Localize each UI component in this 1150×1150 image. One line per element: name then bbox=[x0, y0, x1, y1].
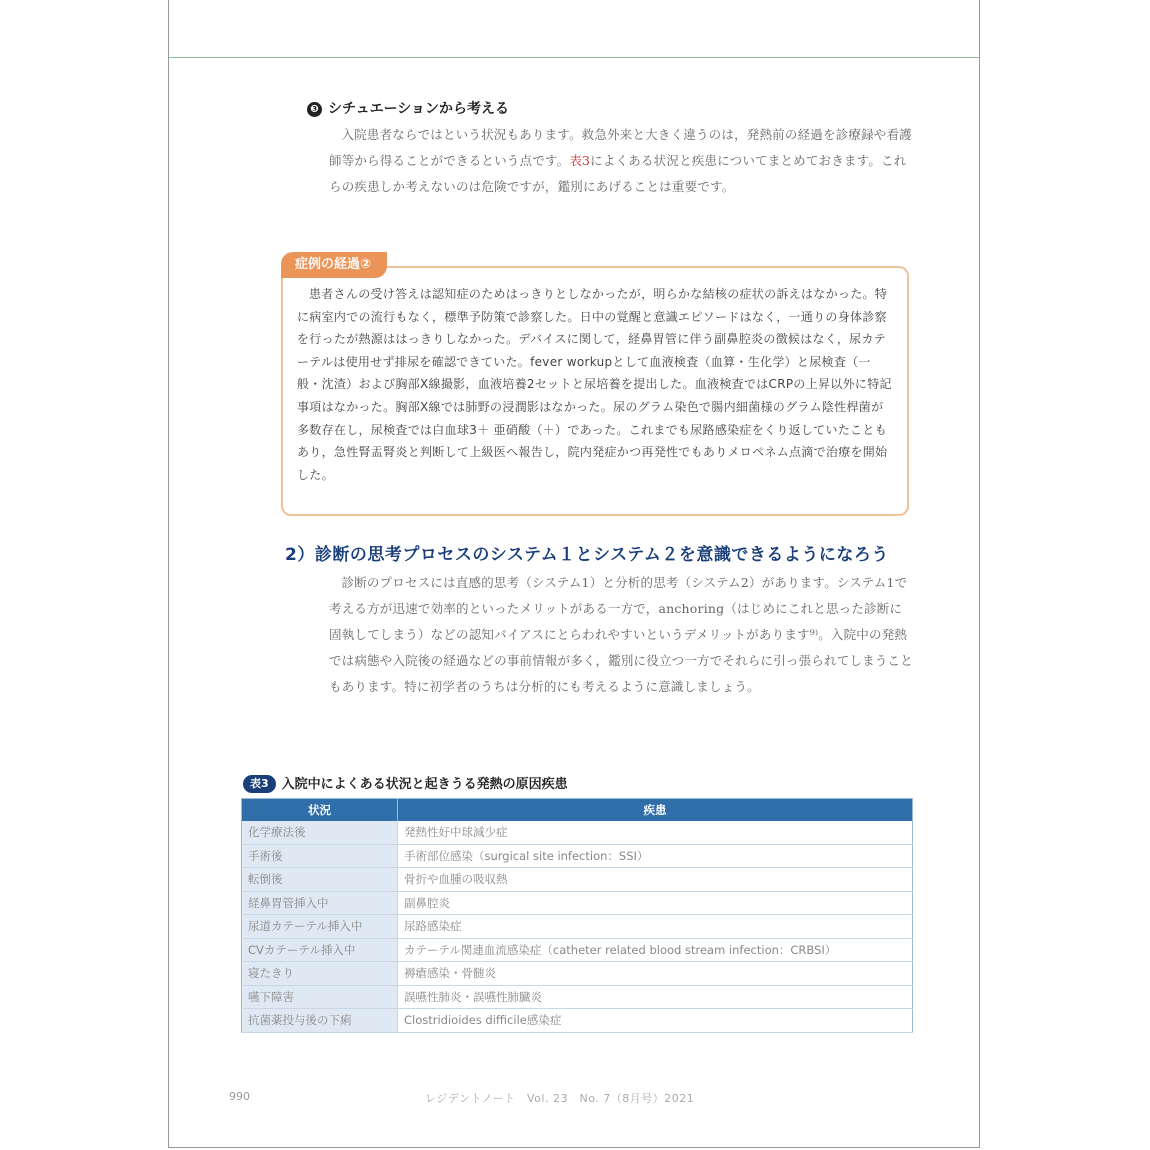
subsection-paragraph: 診断のプロセスには直感的思考（システム1）と分析的思考（システム2）があります。システム1で考える方が迅速で効率的といったメリットがある一方で，anchoring（はじめにこれと思った診断に固執してしまう）などの認知バイアスにとらわれやすいというデメリットがあります⁹⁾。入院中の発熱では病態や入院後の経過などの事前情報が多く，鑑別に役立つ一方でそれらに引っ張られてしまうこともあります。特に初学者のうちは分析的にも考えるように意識しましょう。 bbox=[329, 575, 913, 694]
table-row bbox=[242, 962, 913, 986]
table-row bbox=[242, 844, 913, 868]
case-label: 症例の経過② bbox=[281, 252, 387, 278]
disease-cell: 褥瘡感染・骨髄炎 bbox=[398, 962, 913, 986]
case-text: 患者さんの受け答えは認知症のためはっきりとしなかったが，明らかな結核の症状の訴えはなかった。特に病室内での流行もなく，標準予防策で診察した。日中の覚醒と意識エピソードはなく，一通りの身体診察を行ったが熱源ははっきりしなかった。デバイスに関して，経鼻胃管に伴う副鼻腔炎の徴候はなく，尿カテーテルは使用せず排尿を確認できていた。fever workupとして血液検査（血算・生化学）と尿検査（一般・沈渣）および胸部X線撮影，血液培養2セットと尿培養を提出した。血液検査ではCRPの上昇以外に特記事項はなかった。胸部X線では肺野の浸潤影はなかった。尿のグラム染色で腸内細菌様のグラム陰性桿菌が多数存在し，尿検査では白血球3＋ 亜硝酸（＋）であった。これまでも尿路感染症をくり返していたこともあり，急性腎盂腎炎と判断して上級医へ報告し，院内発症かつ再発性でもありメロペネム点滴で治療を開始した。 bbox=[297, 287, 892, 482]
disease-cell: 誤嚥性肺炎・誤嚥性肺臓炎 bbox=[398, 985, 913, 1009]
section-heading bbox=[307, 98, 509, 118]
paragraph-text: 入院患者ならではという状況もあります。救急外来と大きく違うのは，発熱前の経過を診療録や看護師等から得ることができるという点です。 bbox=[329, 127, 912, 168]
table-row bbox=[242, 985, 913, 1009]
disease-cell: 手術部位感染（surgical site infection：SSI） bbox=[398, 844, 913, 868]
paragraph-text: によくある状況と疾患についてまとめておきます。これらの疾患しか考えないのは危険ですが，鑑別にあげることは重要です。 bbox=[329, 153, 907, 194]
table-row bbox=[242, 1009, 913, 1033]
table-row bbox=[242, 891, 913, 915]
table-row bbox=[242, 868, 913, 892]
disease-cell: 尿路感染症 bbox=[398, 915, 913, 939]
situation-cell: CVカテーテル挿入中 bbox=[242, 938, 398, 962]
header-rule bbox=[169, 57, 979, 58]
subsection-heading: 2）診断の思考プロセスのシステム１とシステム２を意識できるようになろう bbox=[285, 545, 889, 565]
situation-cell: 尿道カテーテル挿入中 bbox=[242, 915, 398, 939]
table-title: 入院中によくある状況と起きうる発熱の原因疾患 bbox=[281, 777, 568, 792]
disease-cell: カテーテル関連血流感染症（catheter related blood stream infection：CRBSI） bbox=[398, 938, 913, 962]
table-header-row bbox=[242, 799, 913, 822]
situation-cell: 化学療法後 bbox=[242, 821, 398, 844]
page-number: 990 bbox=[229, 1090, 250, 1103]
table-row bbox=[242, 915, 913, 939]
table-row bbox=[242, 821, 913, 844]
section-number-badge: ❸ bbox=[307, 102, 322, 117]
table-row bbox=[242, 938, 913, 962]
table-caption bbox=[243, 773, 568, 793]
situation-cell: 転倒後 bbox=[242, 868, 398, 892]
table-reference-link[interactable]: 表3 bbox=[569, 153, 591, 168]
disease-cell: 副鼻腔炎 bbox=[398, 891, 913, 915]
disease-cell: 骨折や血腫の吸収熱 bbox=[398, 868, 913, 892]
situation-cell: 手術後 bbox=[242, 844, 398, 868]
causes-table bbox=[241, 798, 913, 1033]
document-page bbox=[168, 0, 980, 1148]
section-title: シチュエーションから考える bbox=[328, 101, 510, 117]
table-badge: 表3 bbox=[243, 775, 276, 793]
situation-cell: 抗菌薬投与後の下痢 bbox=[242, 1009, 398, 1033]
disease-cell: 発熱性好中球減少症 bbox=[398, 821, 913, 844]
section-paragraph bbox=[329, 122, 913, 200]
situation-cell: 寝たきり bbox=[242, 962, 398, 986]
disease-cell: Clostridioides difficile感染症 bbox=[398, 1009, 913, 1033]
journal-info: レジデントノート Vol. 23 No. 7（8月号）2021 bbox=[425, 1092, 695, 1105]
header-disease: 疾患 bbox=[398, 799, 913, 822]
situation-cell: 経鼻胃管挿入中 bbox=[242, 891, 398, 915]
header-situation: 状況 bbox=[242, 799, 398, 822]
situation-cell: 嚥下障害 bbox=[242, 985, 398, 1009]
